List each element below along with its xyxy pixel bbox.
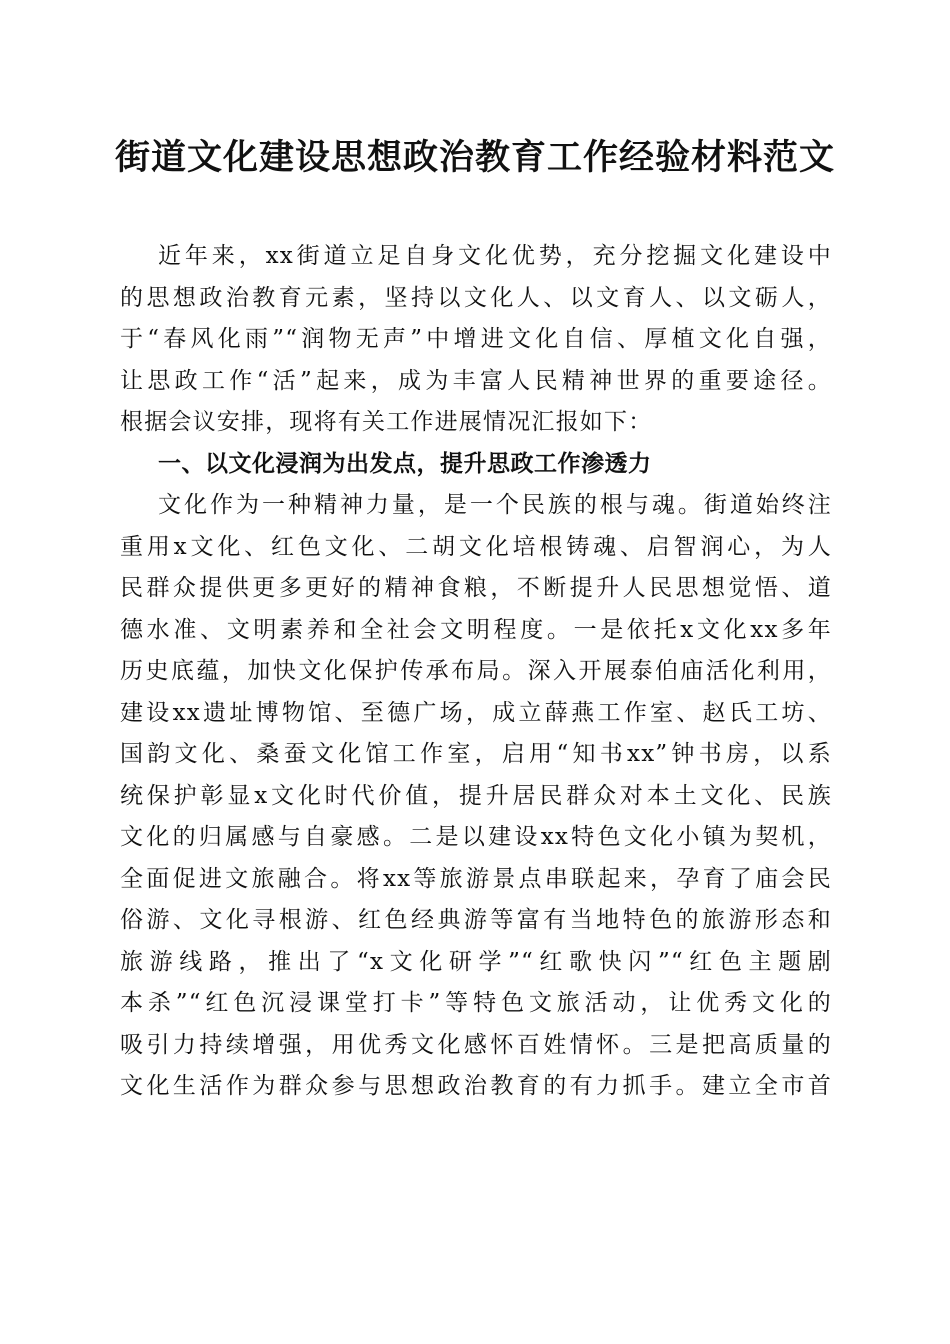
document-body (120, 236, 832, 1108)
paragraph-line: 文化生活作为群众参与思想政治教育的有力抓手。建立全市首 (120, 1073, 832, 1099)
paragraph-line: 重用x文化、红色文化、二胡文化培根铸魂、启智润心，为人 (120, 533, 832, 560)
paragraph-line: 建设xx遗址博物馆、至德广场，成立薛燕工作室、赵氏工坊、 (120, 699, 832, 726)
paragraph-line: 本杀”“红色沉浸课堂打卡”等特色文旅活动，让优秀文化的 (120, 990, 832, 1016)
paragraph-line: 于“春风化雨”“润物无声”中增进文化自信、厚植文化自强， (120, 326, 832, 352)
paragraph-line: 让思政工作“活”起来，成为丰富人民精神世界的重要途径。 (120, 367, 832, 394)
paragraph-line: 民群众提供更多更好的精神食粮，不断提升人民思想觉悟、道 (120, 575, 832, 601)
paragraph-line: 吸引力持续增强，用优秀文化感怀百姓情怀。三是把高质量的 (120, 1031, 832, 1058)
paragraph-line: 俗游、文化寻根游、红色经典游等富有当地特色的旅游形态和 (120, 907, 832, 933)
paragraph-line: 文化作为一种精神力量，是一个民族的根与魂。街道始终注 (158, 492, 832, 518)
paragraph-line: 德水准、文明素养和全社会文明程度。一是依托x文化xx多年 (120, 616, 832, 643)
paragraph-line: 近年来，xx街道立足自身文化优势，充分挖掘文化建设中 (158, 243, 832, 269)
section-heading: 一、以文化浸润为出发点，提升思政工作渗透力 (158, 450, 652, 477)
paragraph-line: 国韵文化、桑蚕文化馆工作室，启用“知书xx”钟书房，以系 (120, 741, 832, 767)
paragraph-line: 历史底蕴，加快文化保护传承布局。深入开展泰伯庙活化利用， (120, 658, 832, 684)
paragraph-line: 旅游线路，推出了“x文化研学”“红歌快闪”“红色主题剧 (120, 948, 832, 975)
paragraph-line: 文化的归属感与自豪感。二是以建设xx特色文化小镇为契机， (120, 824, 832, 850)
paragraph-line: 统保护彰显x文化时代价值，提升居民群众对本土文化、民族 (120, 782, 832, 809)
paragraph-line: 的思想政治教育元素，坚持以文化人、以文育人、以文砺人， (120, 284, 832, 311)
paragraph-line: 全面促进文旅融合。将xx等旅游景点串联起来，孕育了庙会民 (120, 865, 832, 892)
document-title: 街道文化建设思想政治教育工作经验材料范文 (114, 137, 835, 178)
paragraph-line: 根据会议安排，现将有关工作进展情况汇报如下： (120, 409, 653, 435)
